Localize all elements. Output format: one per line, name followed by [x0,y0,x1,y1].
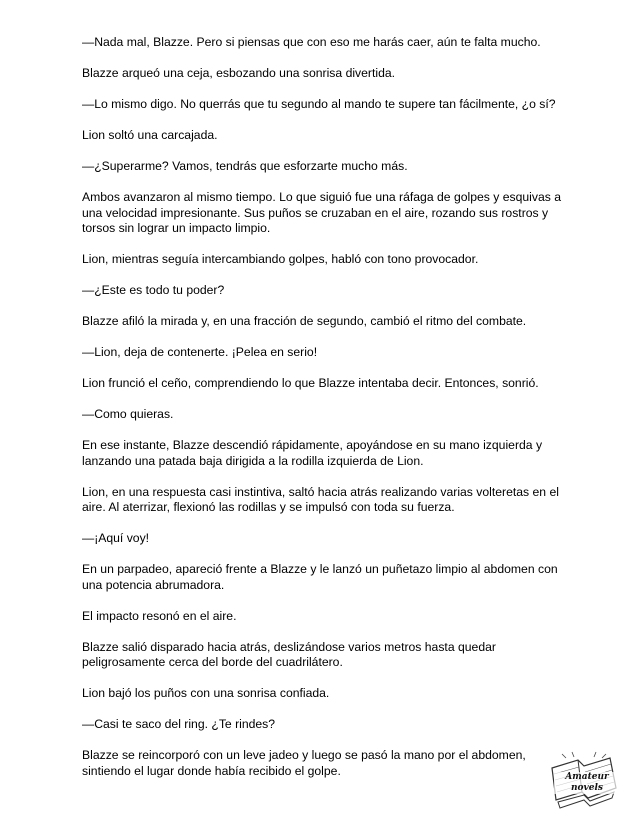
paragraph: Blazze arqueó una ceja, esbozando una sonrisa divertida. [82,66,396,80]
paragraph: Lion, en una respuesta casi instintiva, saltó hacia atrás realizando varias volteretas en el aire. Al aterrizar, flexionó las rodillas y se impulsó con toda su fuerza. [82,484,559,514]
paragraph: —¡Aquí voy! [82,531,150,545]
watermark-text: Amateur novels [554,772,619,794]
paragraph: Lion, mientras seguía intercambiando golpes, habló con tono provocador. [82,252,479,266]
paragraph: Lion bajó los puños con una sonrisa confiada. [82,686,330,700]
paragraph: —Como quieras. [82,407,174,421]
paragraph: En ese instante, Blazze descendió rápidamente, apoyándose en su mano izquierda y lanzando una patada baja dirigida a la rodilla izquierda de Lion. [82,438,543,468]
paragraph: Ambos avanzaron al mismo tiempo. Lo que siguió fue una ráfaga de golpes y esquivas a una velocidad impresionante. Sus puños se cruzaban en el aire, rozando sus rostros y torsos sin lograr un impacto limpio. [82,190,561,235]
paragraph: Lion soltó una carcajada. [82,128,218,142]
paragraph: —¿Superarme? Vamos, tendrás que esforzarte mucho más. [82,159,408,173]
paragraph: —Casi te saco del ring. ¿Te rindes? [82,717,276,731]
paragraph: En un parpadeo, apareció frente a Blazze y le lanzó un puñetazo limpio al abdomen con una potencia abrumadora. [82,562,558,592]
paragraph: —Lo mismo digo. No querrás que tu segundo al mando te supere tan fácilmente, ¿o sí? [82,97,556,111]
paragraph: Blazze afiló la mirada y, en una fracción de segundo, cambió el ritmo del combate. [82,314,527,328]
paragraph: Lion frunció el ceño, comprendiendo lo que Blazze intentaba decir. Entonces, sonrió. [82,376,539,390]
paragraph: —Nada mal, Blazze. Pero si piensas que con eso me harás caer, aún te falta mucho. [82,35,541,49]
watermark-logo [548,748,619,812]
paragraph: —Lion, deja de contenerte. ¡Pelea en serio! [82,345,318,359]
paragraph: El impacto resonó en el aire. [82,608,237,623]
paragraph: Blazze salió disparado hacia atrás, deslizándose varios metros hasta quedar peligrosamente cerca del borde del cuadrilátero. [82,639,496,669]
text-column [82,35,572,795]
paragraph: —¿Este es todo tu poder? [82,283,225,297]
paragraph: Blazze se reincorporó con un leve jadeo y luego se pasó la mano por el abdomen, sintiendo el lugar donde había recibido el golpe. [82,748,526,778]
